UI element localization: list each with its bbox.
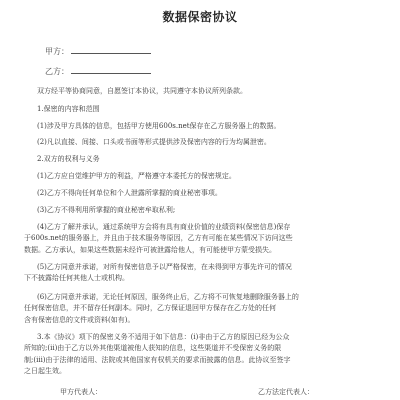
- section-2-item-1: [37, 171, 376, 182]
- section-2-item-2-text: (2)乙方不得向任何单位和个人泄露所掌握的商业秘密事项。: [37, 189, 222, 197]
- section-2-item-5-line: 下不披露给任何其他人士或机构。: [24, 274, 129, 283]
- section-2-item-1-text: (1)乙方应自觉维护甲方的利益，严格遵守本委托方的保密规定。: [37, 172, 236, 180]
- section-2-item-3-text: (3)乙方不得利用所掌握的商业秘密牟取私利;: [37, 206, 176, 214]
- section-2-item-6-line: (6)乙方同意并承诺，无论任何原因，服务终止后，乙方将不可恢复地删除服务器上的: [37, 293, 299, 301]
- section-2-item-4-line: (4)乙方了解并承认，通过系统甲方会将有具有商业价值的业绩资料(保密信息)保存: [37, 223, 291, 231]
- party-b-blank-line: [71, 72, 151, 74]
- section-2-item-6-line: 任何保密信息，并不留存任何副本。同时，乙方保证退回甲方保存在乙方处的任何: [24, 304, 276, 313]
- party-b-field: [45, 66, 151, 77]
- section-2-heading: [37, 154, 376, 165]
- section-2-item-5: [24, 262, 376, 285]
- section-3-paragraph: [24, 332, 376, 377]
- party-a-blank-line: [71, 52, 151, 54]
- section-1-heading: [37, 104, 376, 115]
- party-b-label: 乙方：: [45, 67, 69, 76]
- section-1-item-1-text: (1)涉及甲方具体的信息，包括甲方使用600s.net保存在乙方服务器上的数据。: [37, 122, 281, 130]
- section-3-line: 之日起生效。: [24, 366, 66, 375]
- signature-a: [60, 387, 180, 398]
- section-3-line: 所知的;(ii)由于乙方以外其他渠道被他人获知的信息，这些渠道并不受保密义务的限: [24, 344, 282, 353]
- section-1-item-2-text: (2)凡以直接、间接、口头或书面等形式提供涉及保密内容的行为均属泄密。: [37, 138, 271, 146]
- section-3-line: 制;(iii)由于法律的适用、法院或其他国家有权机关的要求而披露的信息。此协议至签字: [24, 355, 291, 364]
- section-2-item-4-line: 于600s.net的服务器上，并且由于技术服务等原因，乙方有可能在某些情况下访问这些: [24, 234, 293, 243]
- section-2-item-4-line: 数据。乙方承认，如果这些数据未经许可被泄露给他人，有可能使甲方蒙受损失。: [24, 245, 276, 254]
- section-2-item-6: [24, 292, 376, 326]
- section-1-item-1: [37, 121, 376, 132]
- signature-b-label: 乙方法定代表人：: [258, 388, 314, 396]
- section-1-heading-text: 1.保密的内容和范围: [37, 105, 100, 113]
- section-2-item-5-line: (5)乙方同意并承诺，对所有保密信息予以严格保密，在未得到甲方事先许可的情况: [37, 263, 292, 271]
- intro-text: 双方经平等协商同意，自愿签订本协议，共同遵守本协议所列条款。: [37, 87, 247, 95]
- section-3-line: 3.本《协议》项下的保密义务不适用于如下信息：(i)非由于乙方的原因已经为公众: [37, 333, 290, 341]
- section-2-item-3: [37, 205, 376, 216]
- section-2-item-4: [24, 222, 376, 256]
- signature-b: [258, 387, 378, 398]
- document-title: 数据保密协议: [162, 10, 238, 24]
- party-a-label: 甲方：: [45, 47, 69, 56]
- intro-paragraph: [37, 86, 376, 97]
- signature-a-label: 甲方代表人：: [60, 388, 102, 396]
- section-2-item-6-line: 含有保密信息的文件或资料(如有)。: [24, 315, 135, 324]
- section-2-heading-text: 2.双方的权利与义务: [37, 155, 100, 163]
- section-1-item-2: [37, 137, 376, 148]
- section-2-item-2: [37, 188, 376, 199]
- party-a-field: [45, 46, 151, 57]
